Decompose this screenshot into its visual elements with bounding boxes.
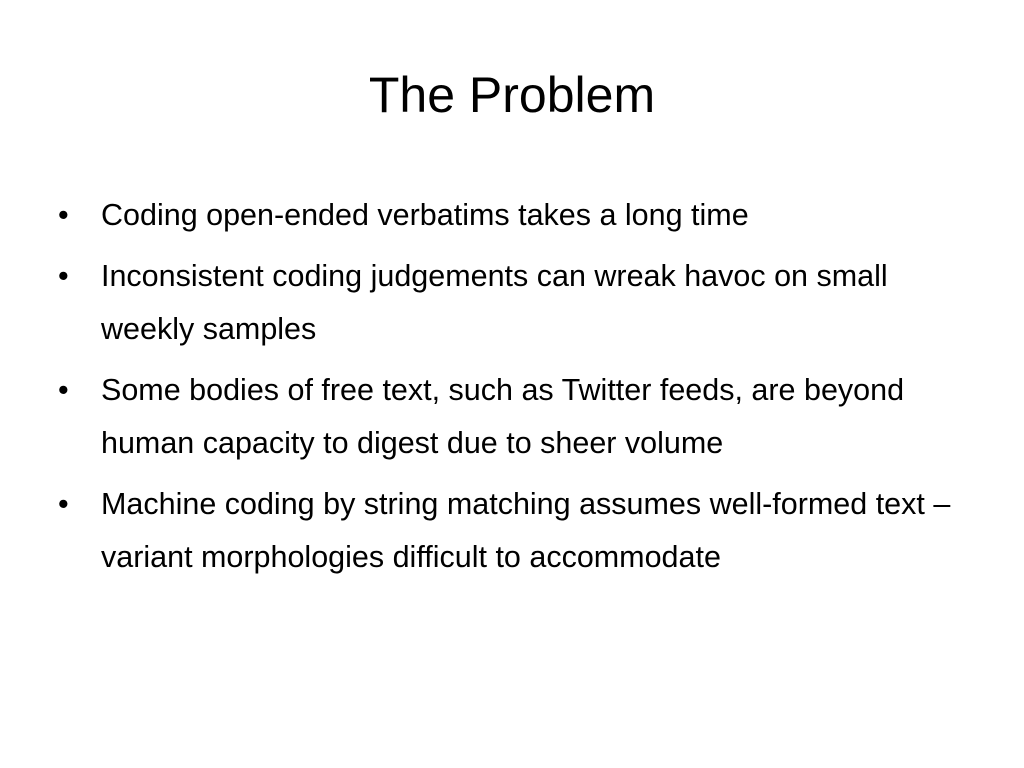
bullet-item <box>58 478 968 584</box>
bullet-text: Coding open-ended verbatims takes a long time <box>101 198 749 232</box>
bullet-text: Machine coding by string matching assumes well-formed text – variant morphologies difficult to accommodate <box>101 487 951 574</box>
slide-title: The Problem <box>368 67 656 123</box>
bullet-icon: • <box>58 198 69 232</box>
bullet-icon: • <box>58 259 69 293</box>
bullet-text: Some bodies of free text, such as Twitter feeds, are beyond human capacity to digest due to sheer volume <box>101 373 905 460</box>
bullet-icon: • <box>58 373 69 407</box>
bullet-item <box>58 189 968 242</box>
bullet-list <box>58 189 968 592</box>
bullet-icon: • <box>58 487 69 521</box>
bullet-text: Inconsistent coding judgements can wreak havoc on small weekly samples <box>101 259 888 346</box>
bullet-item <box>58 250 968 356</box>
bullet-item <box>58 364 968 470</box>
